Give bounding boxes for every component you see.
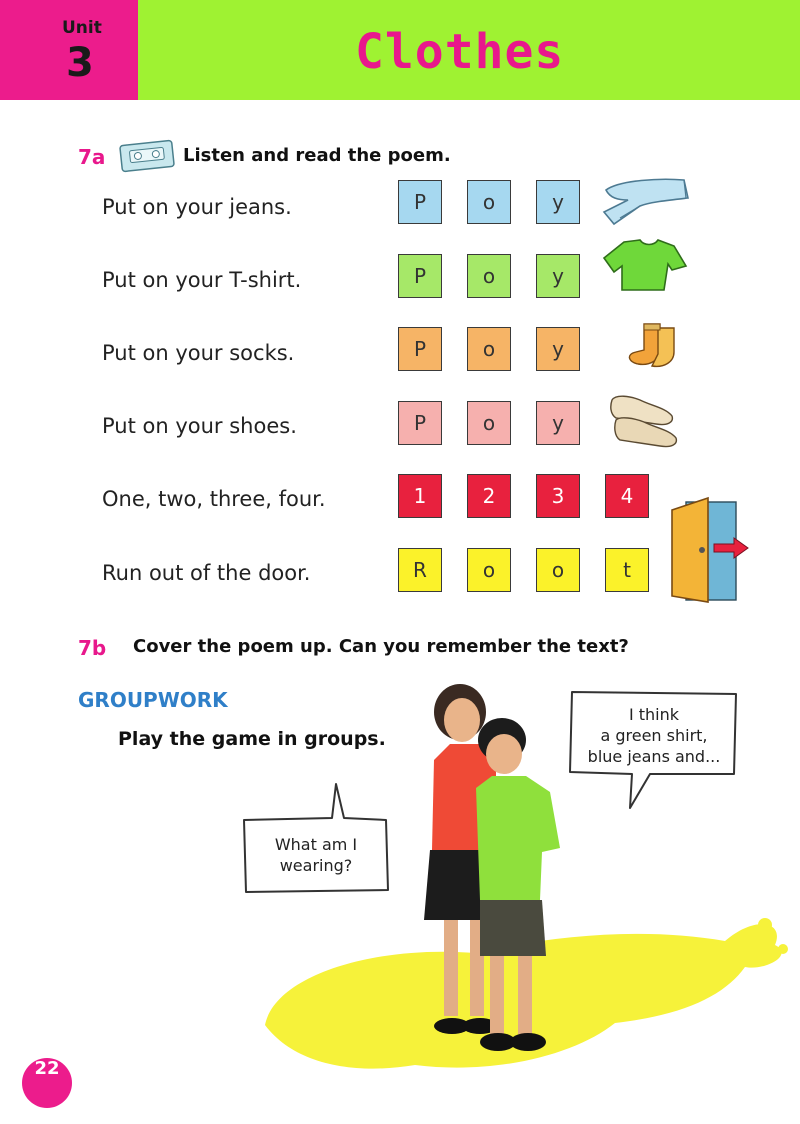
shoes-icon [606,390,680,452]
tshirt-icon [602,236,688,296]
letter-box: P [398,180,442,224]
bubble-line: I think [628,705,680,724]
section-7a-instruction: Listen and read the poem. [183,145,451,166]
letter-box: o [467,254,511,298]
page-title: Clothes [355,24,565,80]
bubble-line: a green shirt, [600,726,708,745]
children-photo [410,680,590,1070]
socks-icon [614,320,682,370]
section-7b-number: 7b [78,636,107,660]
speech-bubble-left-text [246,834,386,876]
letter-box: P [398,254,442,298]
cassette-tape-icon [118,138,176,174]
letter-box: y [536,254,580,298]
letter-box: P [398,327,442,371]
letter-box: o [467,548,511,592]
jeans-icon [600,172,692,230]
section-7b-instruction: Cover the poem up. Can you remember the text? [133,636,629,657]
page-number: 22 [34,1058,60,1079]
poem-line: Run out of the door. [102,561,311,585]
poem-line: Put on your socks. [102,341,295,365]
letter-box: y [536,401,580,445]
letter-box: o [467,180,511,224]
letter-box: 1 [398,474,442,518]
letter-box: y [536,327,580,371]
letter-box: y [536,180,580,224]
letter-box: t [605,548,649,592]
poem-line: One, two, three, four. [102,487,326,511]
groupwork-instruction: Play the game in groups. [118,728,386,750]
poem-line: Put on your jeans. [102,195,292,219]
letter-box: 3 [536,474,580,518]
letter-box: o [536,548,580,592]
unit-label: Unit [62,18,102,38]
poem-line: Put on your shoes. [102,414,297,438]
letter-box: o [467,327,511,371]
bubble-line: What am I [274,835,358,854]
door-icon [668,496,754,604]
poem-line: Put on your T-shirt. [102,268,302,292]
bubble-line: wearing? [279,856,353,875]
speech-bubble-right-text [570,704,738,767]
letter-box: 4 [605,474,649,518]
section-7a-number: 7a [78,145,106,169]
letter-box: o [467,401,511,445]
bubble-line: blue jeans and... [587,747,721,766]
letter-box: 2 [467,474,511,518]
groupwork-heading: GROUPWORK [78,688,228,712]
letter-box: R [398,548,442,592]
unit-number: 3 [66,40,94,86]
letter-box: P [398,401,442,445]
